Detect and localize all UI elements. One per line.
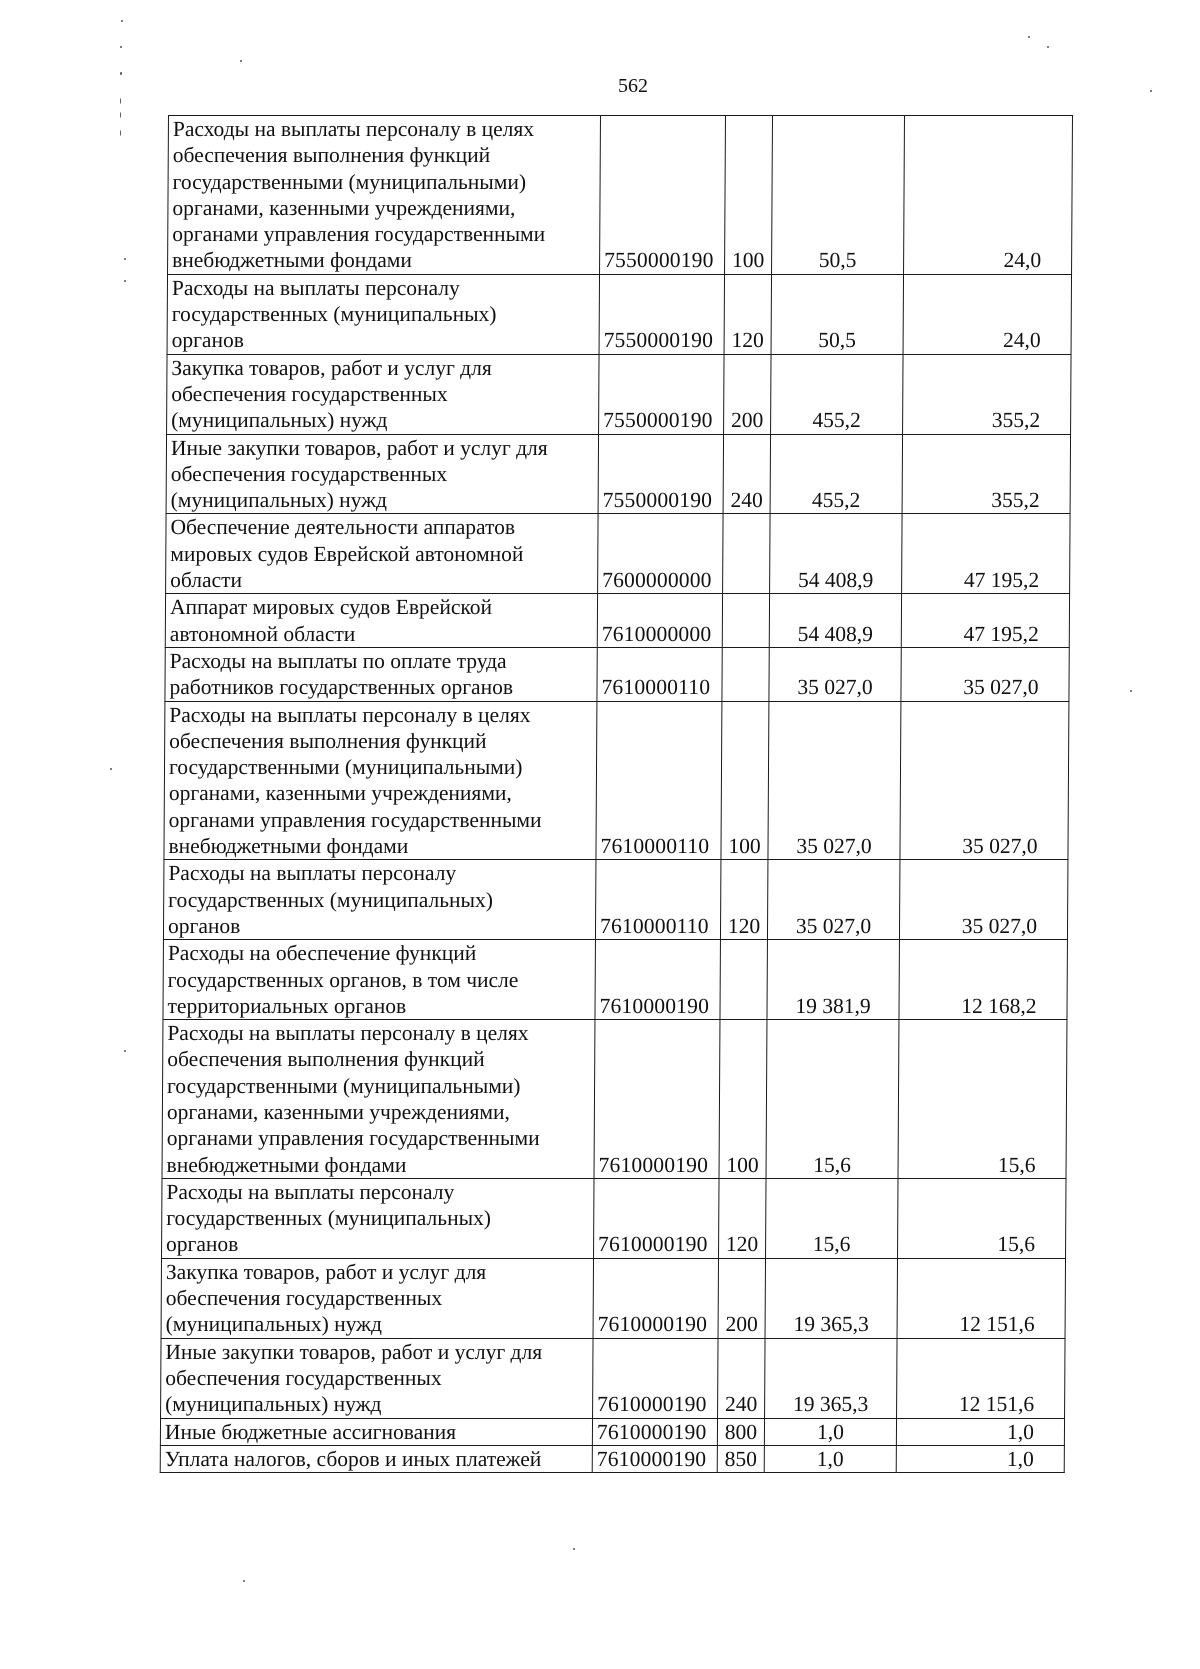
row-value-2: 35 027,0: [899, 860, 1067, 940]
scan-speck: [110, 768, 112, 770]
row-value-1: 15,6: [766, 1178, 898, 1258]
scan-speck: [124, 258, 126, 260]
row-code: 7610000110: [595, 860, 720, 940]
scan-speck: [243, 1580, 245, 1582]
scan-speck: [1047, 46, 1049, 48]
table-row: [163, 860, 1067, 940]
row-code: 7550000190: [598, 434, 723, 514]
row-value-1: 455,2: [770, 434, 902, 514]
row-value-2: 355,2: [903, 354, 1071, 434]
row-code: 7610000190: [594, 1178, 719, 1258]
scan-speck: [240, 60, 242, 62]
table-row: [160, 1418, 1064, 1445]
row-name: Аппарат мировых судов Еврейской автономной области: [165, 594, 597, 648]
row-value-1: 35 027,0: [768, 701, 901, 860]
row-expense-type: 100: [719, 1020, 767, 1179]
row-expense-type: 240: [718, 1338, 765, 1418]
row-name: Обеспечение деятельности аппаратов мировых судов Еврейской автономной области: [166, 514, 598, 594]
scan-speck: [121, 20, 123, 22]
budget-table: [160, 115, 1073, 1473]
row-value-1: 54 408,9: [770, 514, 902, 594]
row-value-2: 24,0: [904, 116, 1073, 275]
row-name: Иные бюджетные ассигнования: [160, 1418, 592, 1445]
row-code: 7610000000: [597, 594, 722, 648]
scan-speck: [124, 1050, 126, 1052]
row-name: Иные закупки товаров, работ и услуг для обеспечения государственных (муниципальных) нужд: [161, 1338, 593, 1418]
row-value-2: 15,6: [898, 1020, 1067, 1179]
row-value-1: 1,0: [764, 1445, 896, 1472]
row-value-2: 12 151,6: [897, 1258, 1065, 1338]
scan-speck: [573, 1548, 575, 1550]
row-expense-type: 850: [717, 1445, 764, 1472]
table-row: [165, 594, 1069, 648]
row-name: Расходы на выплаты персоналу государственных (муниципальных) органов: [163, 860, 595, 940]
scan-speck: [1130, 690, 1132, 692]
scan-speck: [1028, 36, 1030, 38]
row-code: 7600000000: [598, 514, 723, 594]
row-name: Расходы на выплаты по оплате труда работников государственных органов: [165, 647, 597, 701]
table-row: [162, 1178, 1066, 1258]
row-expense-type: [723, 514, 770, 594]
row-code: 7610000190: [593, 1338, 718, 1418]
row-name: Расходы на выплаты персоналу в целях обеспечения выполнения функций государственными (муниципальными) органами, казенными учреждениями, органами управления государственными внебюджетными фондами: [162, 1020, 595, 1179]
row-value-1: 19 381,9: [767, 940, 899, 1020]
row-value-1: 15,6: [766, 1020, 899, 1179]
row-code: 7610000190: [592, 1418, 717, 1445]
row-expense-type: 240: [723, 434, 770, 514]
row-expense-type: 200: [718, 1258, 765, 1338]
row-name: Расходы на выплаты персоналу государственных (муниципальных) органов: [167, 274, 599, 354]
row-name: Иные закупки товаров, работ и услуг для обеспечения государственных (муниципальных) нужд: [166, 434, 598, 514]
table-row: [162, 1020, 1067, 1179]
row-value-2: 1,0: [896, 1445, 1064, 1472]
row-value-2: 35 027,0: [901, 647, 1069, 701]
row-value-2: 1,0: [896, 1418, 1064, 1445]
row-name: Расходы на обеспечение функций государственных органов, в том числе территориальных органов: [163, 940, 595, 1020]
row-name: Уплата налогов, сборов и иных платежей: [160, 1445, 592, 1472]
row-expense-type: 120: [724, 274, 771, 354]
row-code: 7610000110: [597, 647, 722, 701]
row-value-2: 15,6: [898, 1178, 1066, 1258]
row-value-1: 54 408,9: [769, 594, 901, 648]
row-code: 7610000190: [593, 1258, 718, 1338]
row-name: Расходы на выплаты персоналу государственных (муниципальных) органов: [162, 1178, 594, 1258]
scan-speck: [124, 280, 126, 282]
row-name: Расходы на выплаты персоналу в целях обеспечения выполнения функций государственными (муниципальными) органами, казенными учреждениями, органами управления государственными внебюджетными фондами: [168, 116, 601, 275]
row-value-1: 19 365,3: [765, 1258, 897, 1338]
row-value-1: 19 365,3: [765, 1338, 897, 1418]
scan-speck: [1150, 90, 1152, 92]
row-code: 7550000190: [599, 274, 724, 354]
row-expense-type: 120: [720, 860, 767, 940]
row-value-1: 35 027,0: [769, 647, 901, 701]
table-row: [161, 1338, 1065, 1418]
row-value-1: 1,0: [764, 1418, 896, 1445]
row-code: 7610000190: [594, 1020, 720, 1179]
row-value-1: 455,2: [771, 354, 903, 434]
row-code: 7610000190: [595, 940, 720, 1020]
row-expense-type: 100: [725, 116, 773, 275]
row-value-2: 355,2: [902, 434, 1070, 514]
row-code: 7550000190: [599, 354, 724, 434]
row-value-2: 12 151,6: [897, 1338, 1065, 1418]
row-name: Закупка товаров, работ и услуг для обеспечения государственных (муниципальных) нужд: [161, 1258, 593, 1338]
row-value-1: 35 027,0: [767, 860, 899, 940]
table-row: [160, 1445, 1064, 1472]
row-value-1: 50,5: [772, 116, 905, 275]
scan-speck: [120, 98, 121, 104]
scan-speck: [120, 112, 121, 118]
row-expense-type: [720, 940, 767, 1020]
row-expense-type: 200: [724, 354, 771, 434]
row-value-1: 50,5: [771, 274, 903, 354]
row-value-2: 47 195,2: [901, 594, 1069, 648]
table-row: [165, 647, 1069, 701]
scan-speck: [120, 46, 122, 48]
row-value-2: 47 195,2: [902, 514, 1070, 594]
row-expense-type: 120: [719, 1178, 766, 1258]
table-row: [167, 354, 1071, 434]
row-expense-type: 800: [717, 1418, 764, 1445]
table-row: [163, 940, 1067, 1020]
table-row: [168, 116, 1073, 275]
row-code: 7610000190: [592, 1445, 717, 1472]
table-row: [166, 434, 1070, 514]
row-value-2: 35 027,0: [900, 701, 1069, 860]
row-name: Расходы на выплаты персоналу в целях обеспечения выполнения функций государственными (муниципальными) органами, казенными учреждениями, органами управления государственными внебюджетными фондами: [164, 701, 597, 860]
table-row: [167, 274, 1071, 354]
row-code: 7550000190: [600, 116, 726, 275]
scan-speck: [120, 130, 121, 136]
table-row: [166, 514, 1070, 594]
row-value-2: 12 168,2: [899, 940, 1067, 1020]
table-body: [160, 116, 1072, 1473]
scan-speck: [120, 72, 122, 75]
table-row: [164, 701, 1069, 860]
table-row: [161, 1258, 1065, 1338]
row-name: Закупка товаров, работ и услуг для обеспечения государственных (муниципальных) нужд: [167, 354, 599, 434]
row-expense-type: [722, 647, 769, 701]
row-expense-type: 100: [721, 701, 769, 860]
row-code: 7610000110: [596, 701, 722, 860]
row-value-2: 24,0: [903, 274, 1071, 354]
row-expense-type: [722, 594, 769, 648]
page-number: 562: [618, 75, 648, 97]
